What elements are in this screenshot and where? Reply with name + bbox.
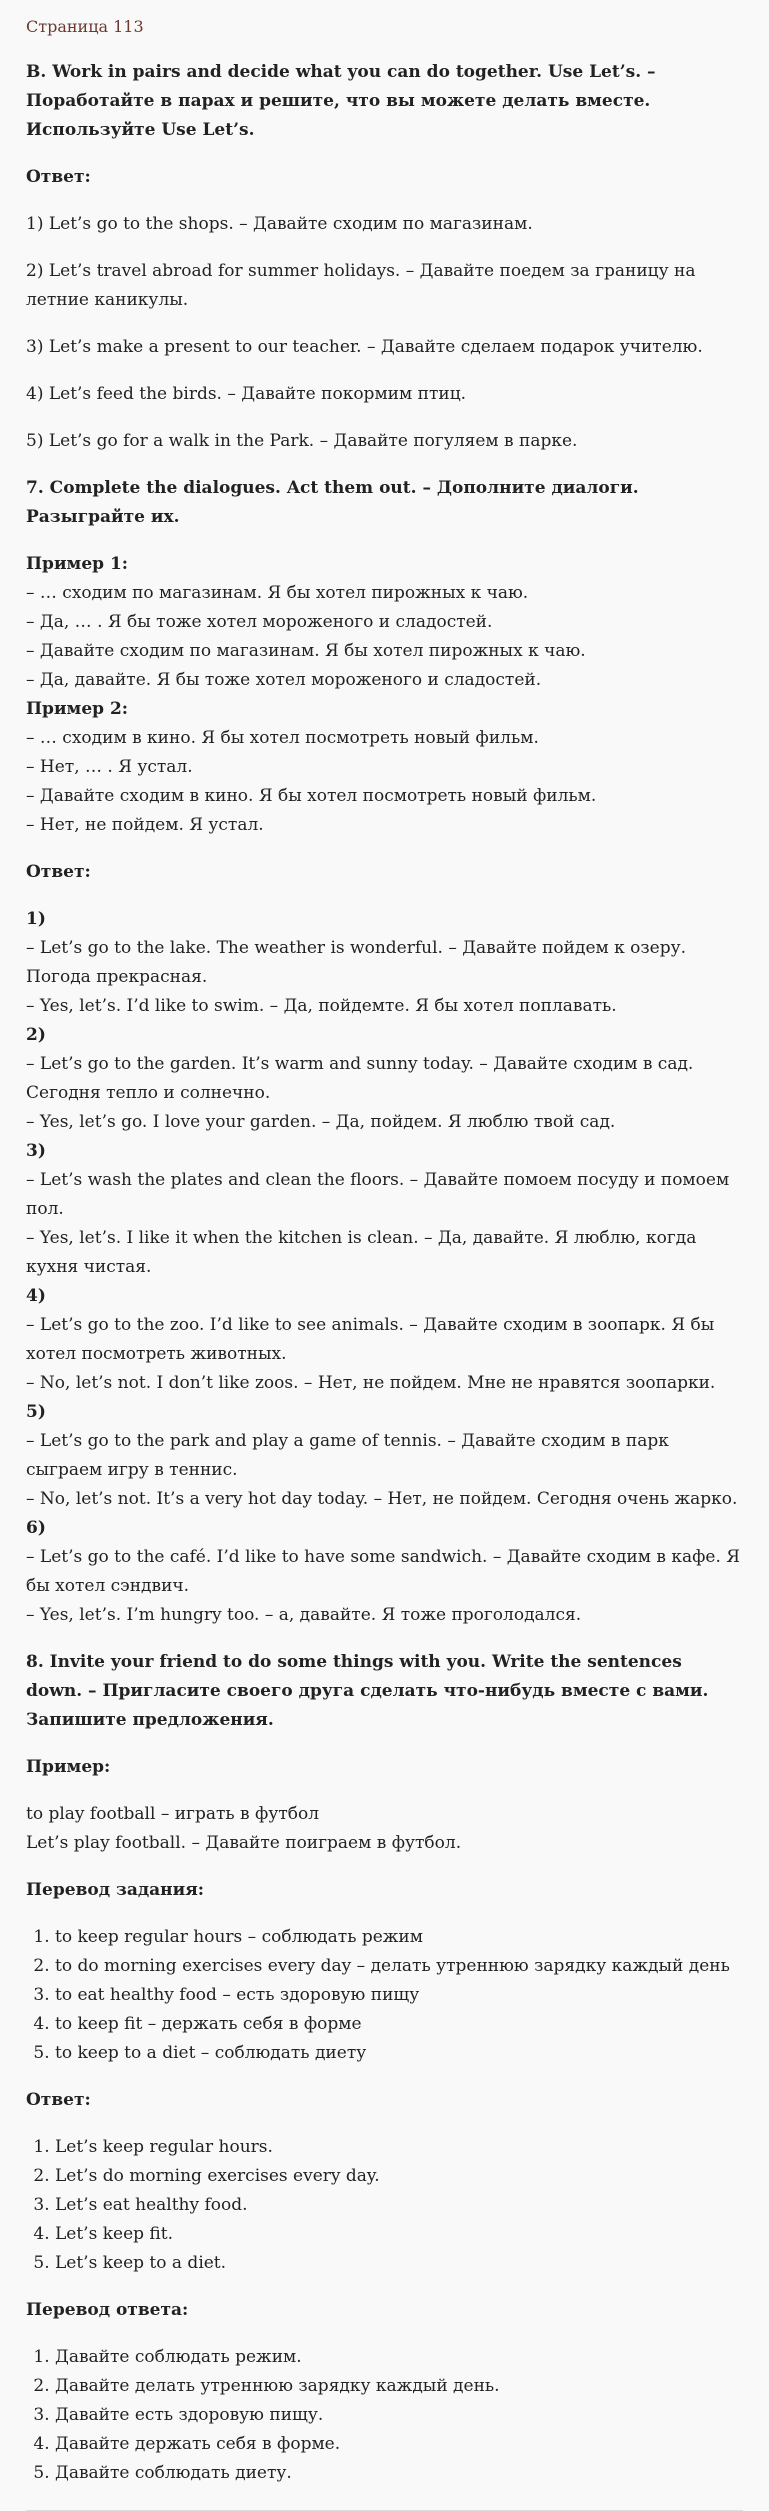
dialogue-line: – Let’s wash the plates and clean the floors. – Давайте помоем посуду и помоем пол. [26,1170,730,1219]
exercise-8-example [26,1800,743,1858]
list-item: 2. to do morning exercises every day – делать утреннюю зарядку каждый день [55,1952,743,1981]
list-item: 4. Давайте держать себя в форме. [55,2430,743,2459]
list-item: 2. Давайте делать утреннюю зарядку каждый день. [55,2372,743,2401]
dialogue-line: – Let’s go to the zoo. I’d like to see animals. – Давайте сходим в зоопарк. Я бы хотел посмотреть животных. [26,1315,715,1364]
example-1-line: – Да, давайте. Я бы тоже хотел мороженого и сладостей. [26,670,542,690]
exercise-7-answer-heading: Ответ: [26,862,91,882]
dialogue-line: – Let’s go to the park and play a game of tennis. – Давайте сходим в парк сыграем игру в теннис. [26,1431,669,1480]
dialogue-number: 1) [26,909,46,929]
list-item: 1. Давайте соблюдать режим. [55,2343,743,2372]
exercise-b-answer-1: 1) Let’s go to the shops. – Давайте сходим по магазинам. [26,214,533,234]
dialogue-line: – Yes, let’s. I like it when the kitchen is clean. – Да, давайте. Я люблю, когда кухня чистая. [26,1228,697,1277]
example-1-line: – Да, … . Я бы тоже хотел мороженого и сладостей. [26,612,493,632]
exercise-b-answer-heading: Ответ: [26,167,91,187]
list-item: 5. Давайте соблюдать диету. [55,2459,743,2488]
exercise-8-answer-heading: Ответ: [26,2090,91,2110]
dialogue-number: 4) [26,1286,46,1306]
example-line: to play football – играть в футбол [26,1804,320,1824]
example-1-line: – Давайте сходим по магазинам. Я бы хотел пирожных к чаю. [26,641,586,661]
example-line: Let’s play football. – Давайте поиграем в футбол. [26,1833,462,1853]
exercise-b-answer-2: 2) Let’s travel abroad for summer holidays. – Давайте поедем за границу на летние каникулы. [26,261,696,310]
example-2-line: – Давайте сходим в кино. Я бы хотел посмотреть новый фильм. [26,786,597,806]
task-translation-heading: Перевод задания: [26,1880,205,1900]
answer-list [26,2133,743,2278]
example-2-label: Пример 2: [26,699,129,719]
list-item: 3. to eat healthy food – есть здоровую пищу [55,1981,743,2010]
example-2-line: – Нет, … . Я устал. [26,757,193,777]
list-item: 1. to keep regular hours – соблюдать режим [55,1923,743,1952]
dialogue-number: 2) [26,1025,46,1045]
answer-translation-heading: Перевод ответа: [26,2300,189,2320]
example-2-line: – … сходим в кино. Я бы хотел посмотреть новый фильм. [26,728,539,748]
dialogue-line: – No, let’s not. It’s a very hot day today. – Нет, не пойдем. Сегодня очень жарко. [26,1489,738,1509]
list-item: 3. Let’s eat healthy food. [55,2191,743,2220]
dialogue-line: – Let’s go to the café. I’d like to have some sandwich. – Давайте сходим в кафе. Я бы хотел сэндвич. [26,1547,741,1596]
dialogue-line: – Yes, let’s go. I love your garden. – Да, пойдем. Я люблю твой сад. [26,1112,616,1132]
example-1-label: Пример 1: [26,554,129,574]
list-item: 4. Let’s keep fit. [55,2220,743,2249]
list-item: 5. to keep to a diet – соблюдать диету [55,2039,743,2068]
list-item: 2. Let’s do morning exercises every day. [55,2162,743,2191]
example-2-line: – Нет, не пойдем. Я устал. [26,815,264,835]
task-translation-list [26,1923,743,2068]
exercise-7-dialogues [26,905,743,1630]
exercise-b-title: B. Work in pairs and decide what you can do together. Use Let’s. – Поработайте в парах и решите, что вы можете делать вместе. Используйте Use Let’s. [26,62,656,140]
list-item: 5. Let’s keep to a diet. [55,2249,743,2278]
list-item: 1. Let’s keep regular hours. [55,2133,743,2162]
exercise-7-examples [26,550,743,840]
dialogue-number: 5) [26,1402,46,1422]
page-number-label: Страница 113 [26,17,144,36]
dialogue-number: 3) [26,1141,46,1161]
list-item: 3. Давайте есть здоровую пищу. [55,2401,743,2430]
dialogue-number: 6) [26,1518,46,1538]
answer-translation-list [26,2343,743,2488]
dialogue-line: – Let’s go to the lake. The weather is wonderful. – Давайте пойдем к озеру. Погода прекрасная. [26,938,687,987]
dialogue-line: – Yes, let’s. I’m hungry too. – а, давайте. Я тоже проголодался. [26,1605,582,1625]
exercise-b-answer-3: 3) Let’s make a present to our teacher. – Давайте сделаем подарок учителю. [26,337,703,357]
exercise-8-example-heading: Пример: [26,1757,111,1777]
list-item: 4. to keep fit – держать себя в форме [55,2010,743,2039]
exercise-7-title: 7. Complete the dialogues. Act them out. – Дополните диалоги. Разыграйте их. [26,478,639,527]
dialogue-line: – Let’s go to the garden. It’s warm and sunny today. – Давайте сходим в сад. Сегодня тепло и солнечно. [26,1054,694,1103]
exercise-8-title: 8. Invite your friend to do some things with you. Write the sentences down. – Пригласите своего друга сделать что-нибудь вместе с вами. Запишите предложения. [26,1652,709,1730]
example-1-line: – … сходим по магазинам. Я бы хотел пирожных к чаю. [26,583,529,603]
exercise-b-answer-4: 4) Let’s feed the birds. – Давайте покормим птиц. [26,384,467,404]
exercise-b-answer-5: 5) Let’s go for a walk in the Park. – Давайте погуляем в парке. [26,431,578,451]
dialogue-line: – No, let’s not. I don’t like zoos. – Нет, не пойдем. Мне не нравятся зоопарки. [26,1373,716,1393]
dialogue-line: – Yes, let’s. I’d like to swim. – Да, пойдемте. Я бы хотел поплавать. [26,996,617,1016]
